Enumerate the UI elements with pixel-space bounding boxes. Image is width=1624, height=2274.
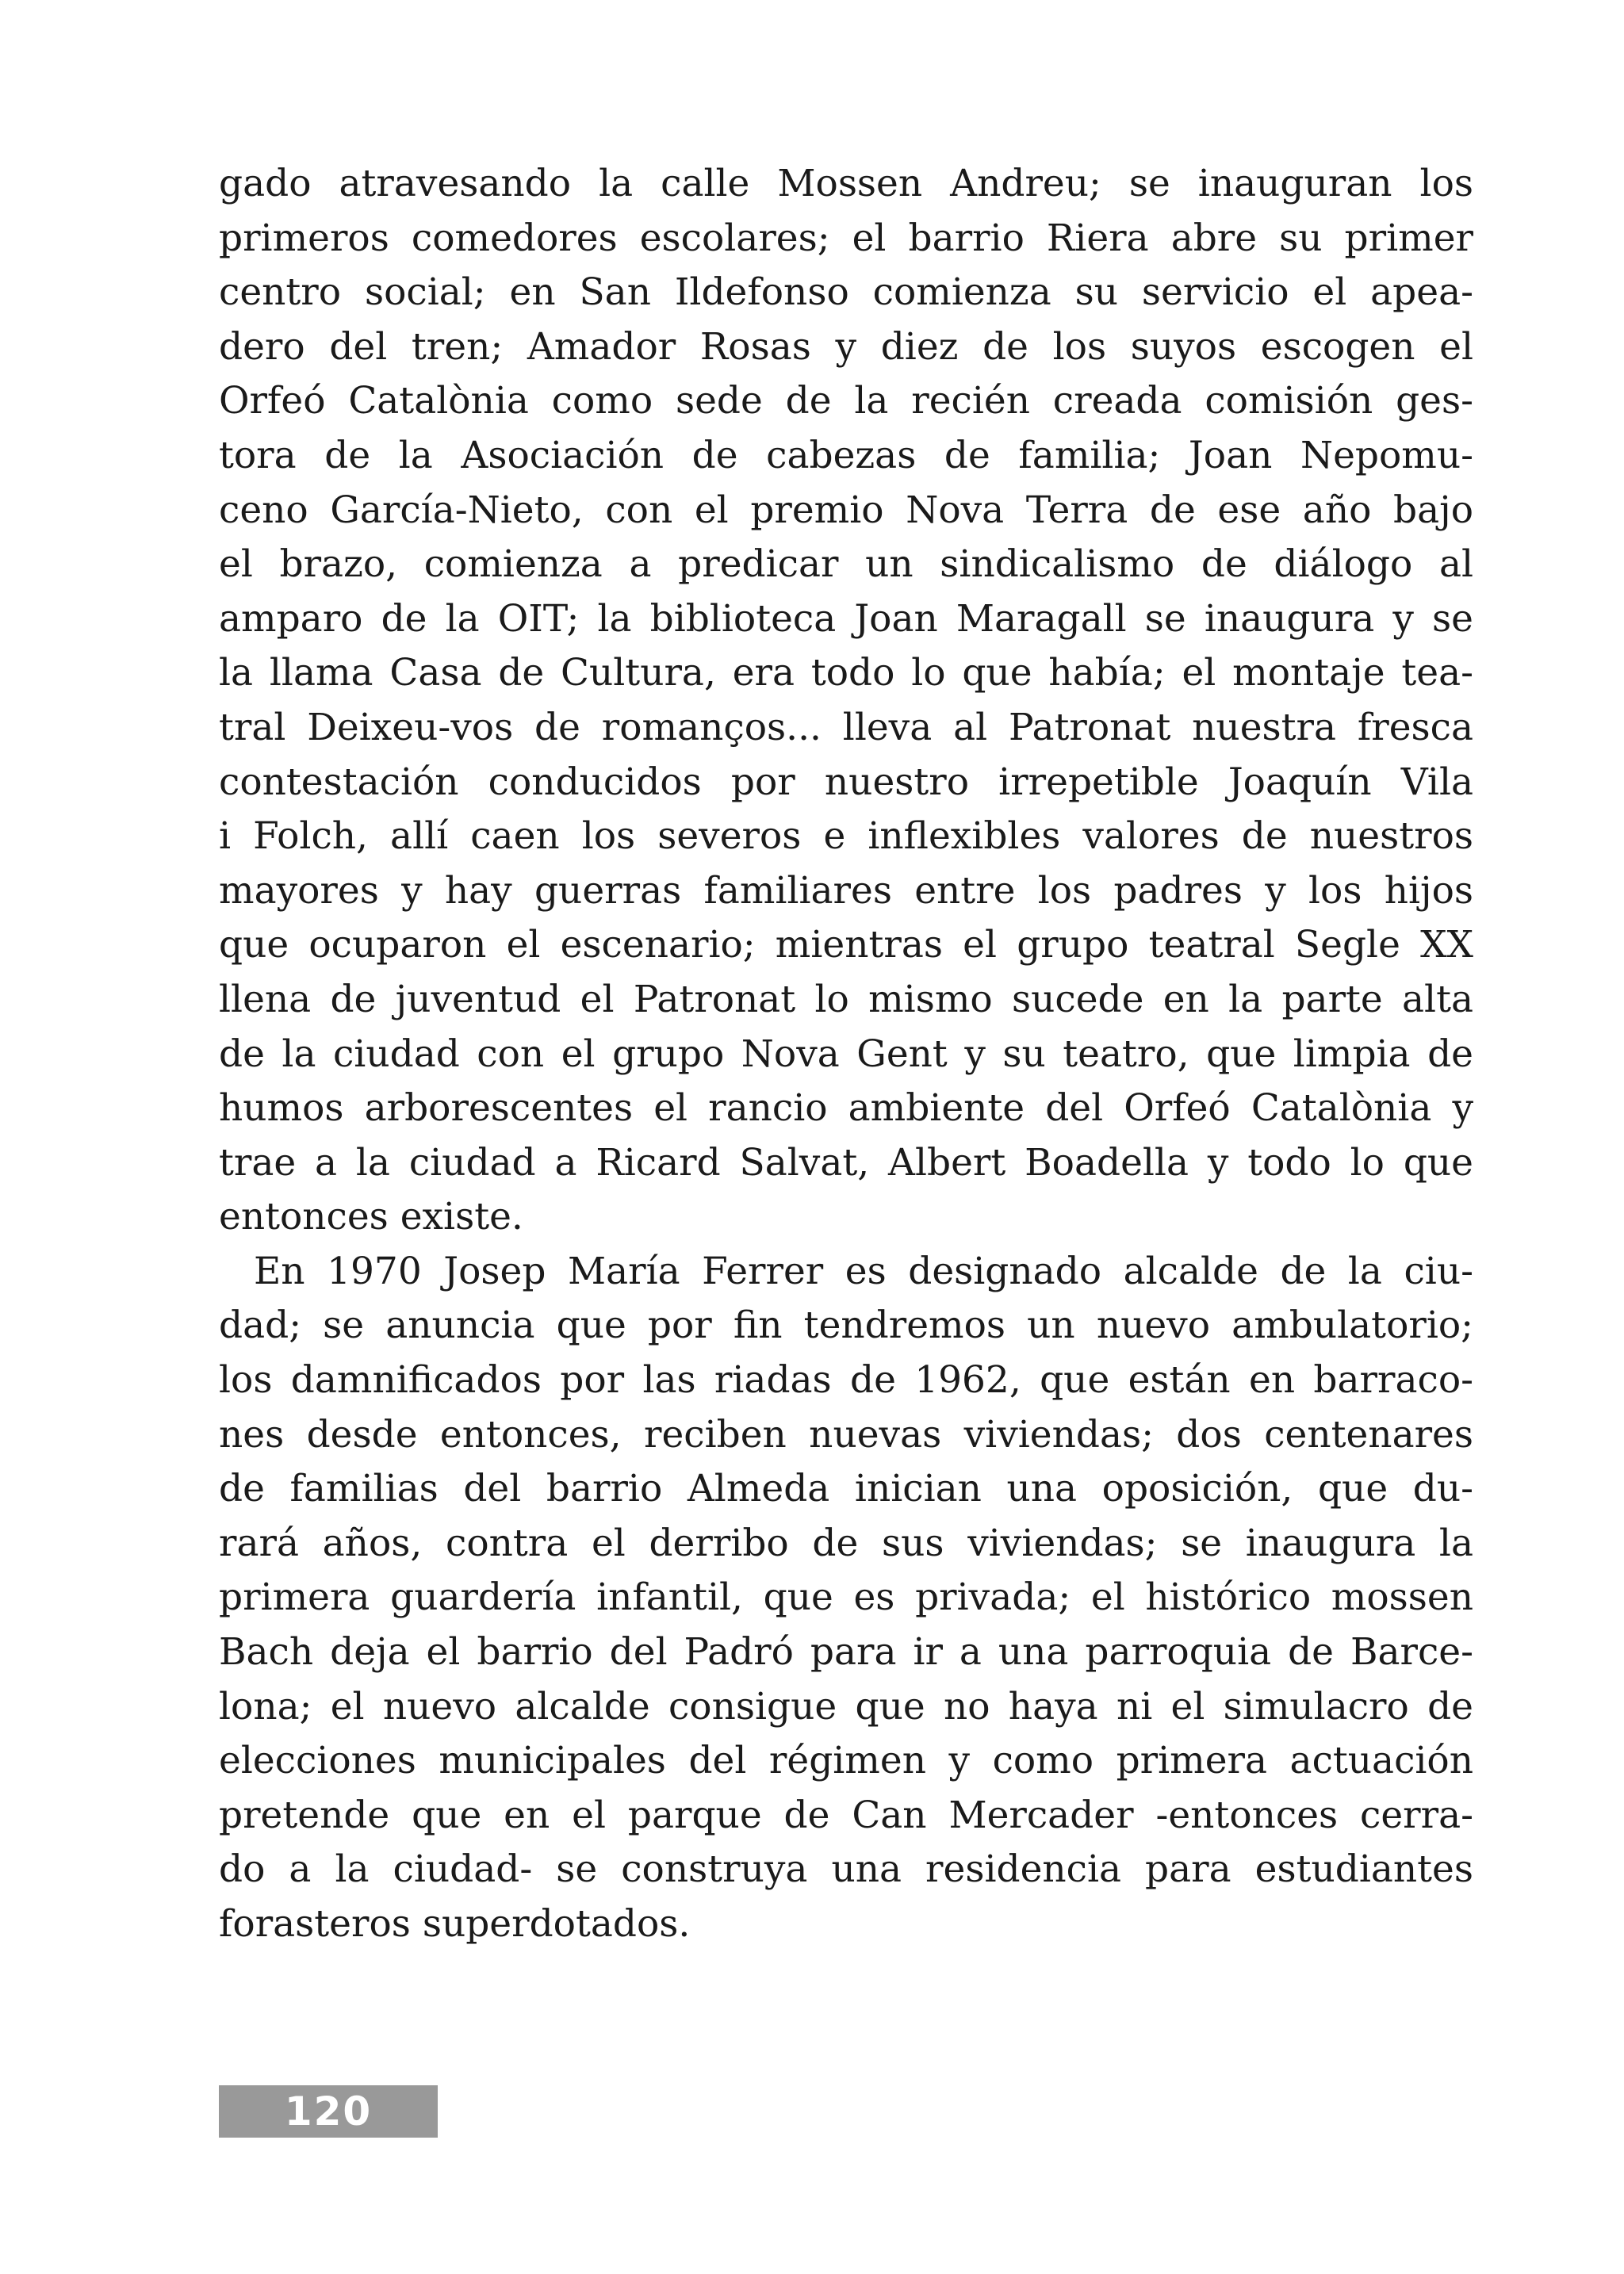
text-line: primera guardería infantil, que es privada; el histórico mossen [219, 1575, 1473, 1620]
text-line: que ocuparon el escenario; mientras el grupo teatral Segle XX [219, 923, 1473, 967]
text-line: En 1970 Josep María Ferrer es designado alcalde de la ciu- [254, 1249, 1473, 1293]
text-line: gado atravesando la calle Mossen Andreu; se inauguran los [219, 162, 1473, 205]
page-number-box [219, 2085, 438, 2138]
text-line: centro social; en San Ildefonso comienza su servicio el apea- [219, 270, 1473, 315]
text-line: forasteros superdotados. [219, 1902, 691, 1946]
paragraph-1 [219, 157, 1473, 1245]
text-line: dero del tren; Amador Rosas y diez de los suyos escogen el [219, 324, 1473, 369]
text-line: los damnificados por las riadas de 1962, que están en barraco- [219, 1358, 1473, 1403]
text-line: contestación conducidos por nuestro irrepetible Joaquín Vila [219, 760, 1473, 804]
text-line: el brazo, comienza a predicar un sindicalismo de diálogo al [219, 542, 1473, 587]
text-line: amparo de la OIT; la biblioteca Joan Maragall se inaugura y se [219, 596, 1473, 641]
text-line: llena de juventud el Patronat lo mismo sucede en la parte alta [219, 977, 1473, 1021]
text-line: nes desde entonces, reciben nuevas viviendas; dos centenares [219, 1412, 1473, 1457]
text-line: pretende que en el parque de Can Mercader -entonces cerra- [219, 1793, 1473, 1837]
text-line: Orfeó Catalònia como sede de la recién creada comisión ges- [219, 379, 1473, 423]
text-line: de familias del barrio Almeda inician una oposición, que du- [219, 1467, 1473, 1511]
text-line: de la ciudad con el grupo Nova Gent y su teatro, que limpia de [219, 1032, 1473, 1076]
text-line: tral Deixeu-vos de romanços... lleva al Patronat nuestra fresca [219, 705, 1473, 749]
text-line: humos arborescentes el rancio ambiente del Orfeó Catalònia y [219, 1086, 1473, 1131]
text-line: lona; el nuevo alcalde consigue que no haya ni el simulacro de [219, 1684, 1473, 1728]
text-line: ceno García-Nieto, con el premio Nova Terra de ese año bajo [219, 488, 1473, 532]
text-line: elecciones municipales del régimen y como primera actuación [219, 1739, 1473, 1783]
text-line: do a la ciudad- se construya una residencia para estudiantes [219, 1847, 1473, 1892]
text-line: primeros comedores escolares; el barrio Riera abre su primer [219, 216, 1473, 260]
text-line: trae a la ciudad a Ricard Salvat, Albert Boadella y todo lo que [219, 1140, 1473, 1185]
text-line: entonces existe. [219, 1195, 523, 1239]
text-line: la llama Casa de Cultura, era todo lo que había; el montaje tea- [219, 651, 1473, 695]
text-line: tora de la Asociación de cabezas de familia; Joan Nepomu- [219, 433, 1473, 477]
text-line: Bach deja el barrio del Padró para ir a una parroquia de Barce- [219, 1630, 1473, 1675]
text-line: rará años, contra el derribo de sus viviendas; se inaugura la [219, 1521, 1473, 1565]
paragraph-2 [219, 1245, 1473, 1952]
body-text [219, 157, 1473, 1952]
page-number: 120 [284, 2088, 373, 2134]
text-line: i Folch, allí caen los severos e inflexibles valores de nuestros [219, 814, 1473, 859]
text-line: dad; se anuncia que por fin tendremos un nuevo ambulatorio; [219, 1304, 1473, 1348]
text-line: mayores y hay guerras familiares entre los padres y los hijos [219, 868, 1473, 913]
